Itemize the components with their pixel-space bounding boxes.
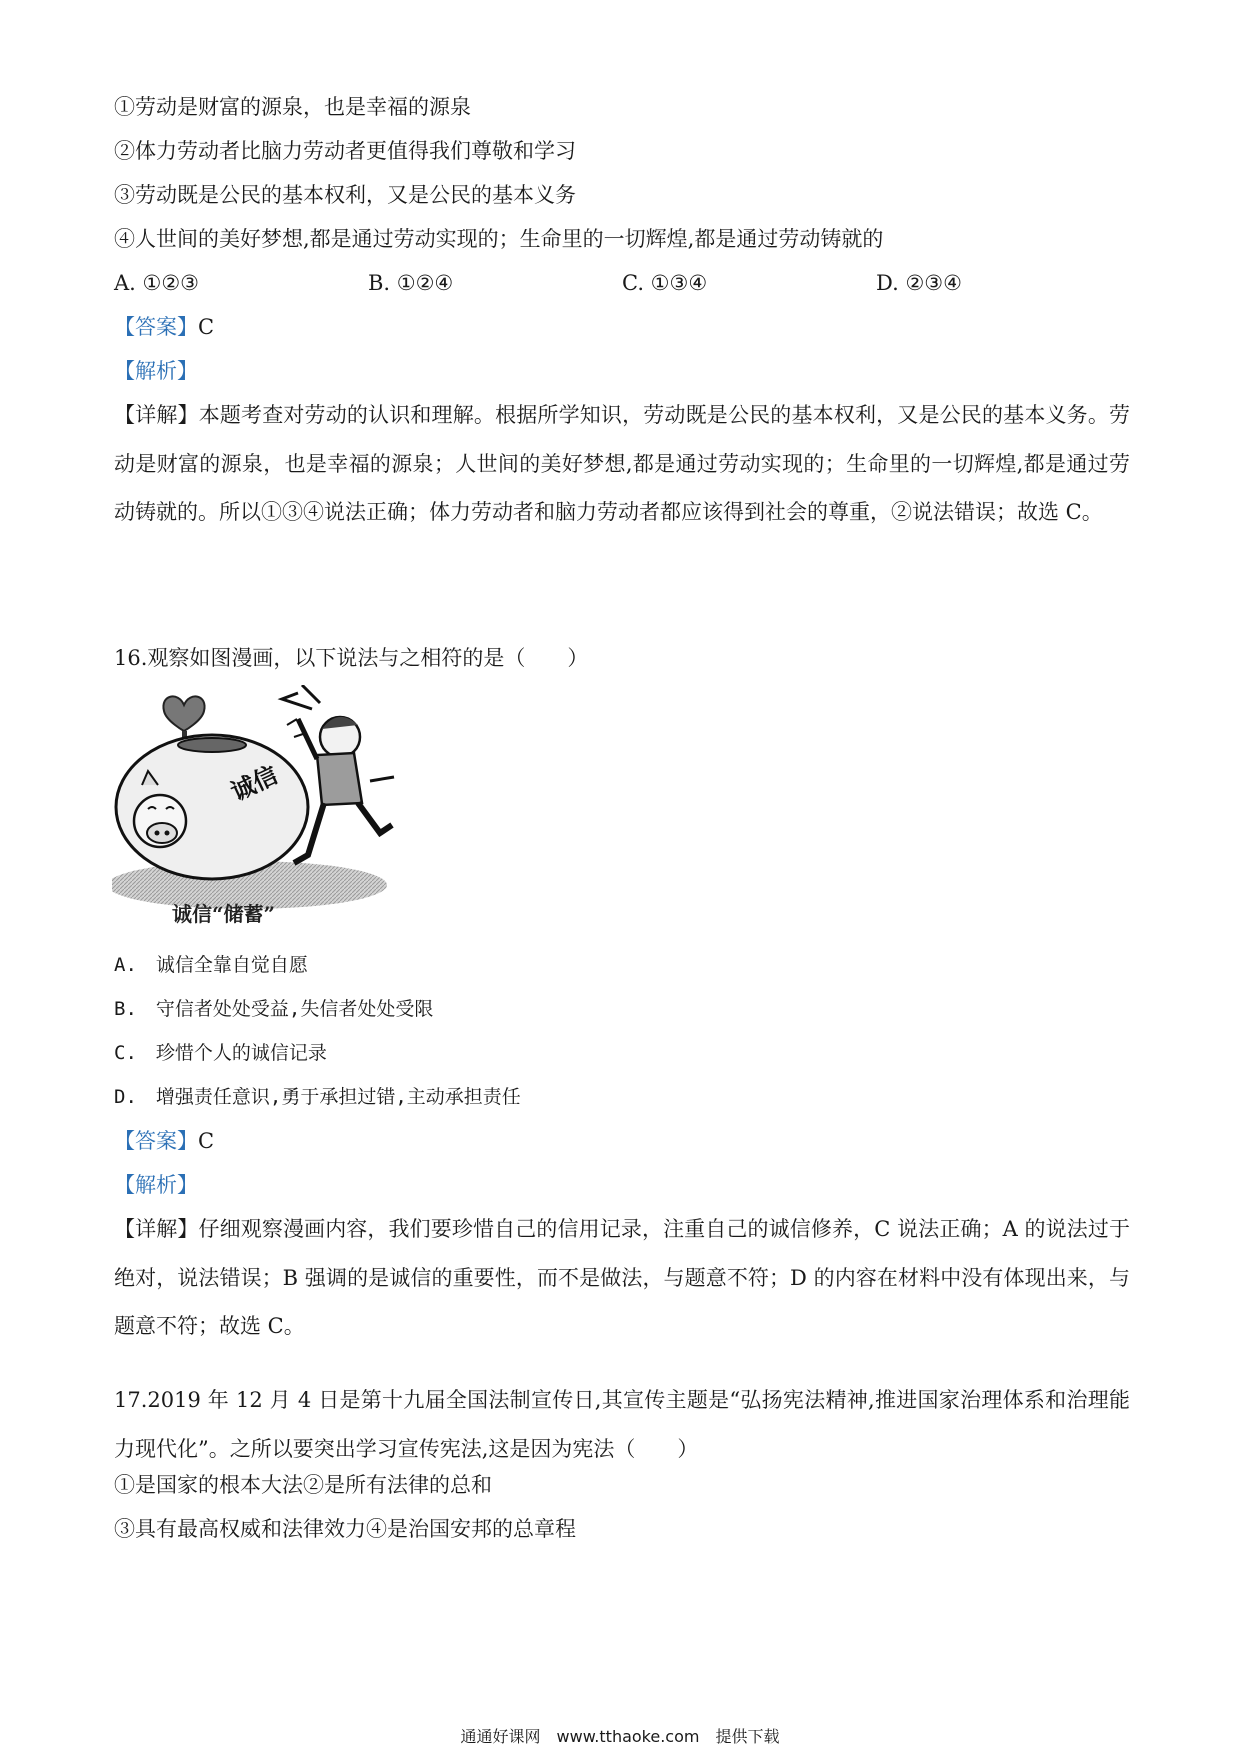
bank-label: 诚信 bbox=[226, 759, 283, 807]
detail-tag: 【详解】 bbox=[114, 1217, 199, 1241]
q15-answer-line bbox=[114, 312, 214, 342]
q15-option-b: B. ①②④ bbox=[368, 271, 454, 295]
q16-option-b: B. 守信者处处受益,失信者处处受限 bbox=[114, 998, 434, 1020]
q15-statement-2: ②体力劳动者比脑力劳动者更值得我们尊敬和学习 bbox=[114, 139, 576, 163]
q16-stem: 16.观察如图漫画，以下说法与之相符的是（ ） bbox=[114, 646, 589, 670]
detail-text: 仔细观察漫画内容，我们要珍惜自己的信用记录，注重自己的诚信修养，C 说法正确；A 的说法过于绝对，说法错误；B 强调的是诚信的重要性，而不是做法，与题意不符；D 的内容在材料中没有体现出来，与题意不符；故选 C。 bbox=[114, 1217, 1131, 1338]
q16-answer-line bbox=[114, 1126, 214, 1156]
detail-text: 本题考查对劳动的认识和理解。根据所学知识，劳动既是公民的基本权利，又是公民的基本义务。劳动是财富的源泉，也是幸福的源泉；人世间的美好梦想,都是通过劳动实现的；生命里的一切辉煌,都是通过劳动铸就的。所以①③④说法正确；体力劳动者和脑力劳动者都应该得到社会的尊重，②说法错误；故选 C。 bbox=[114, 403, 1131, 524]
q17-stem: 17.2019 年 12 月 4 日是第十九届全国法制宣传日,其宣传主题是“弘扬宪法精神,推进国家治理体系和治理能力现代化”。之所以要突出学习宣传宪法,这是因为宪法（ ） bbox=[114, 1388, 1130, 1461]
cartoon-caption: 诚信“储蓄” bbox=[172, 902, 276, 925]
q16-analysis-tag: 【解析】 bbox=[114, 1173, 198, 1197]
page-footer: 通通好课网 www.tthaoke.com 提供下载 bbox=[460, 1727, 780, 1746]
q15-option-d: D. ②③④ bbox=[876, 271, 962, 295]
q17-statement-1: ①是国家的根本大法②是所有法律的总和 bbox=[114, 1473, 492, 1497]
piggy-bank-cartoon bbox=[112, 685, 402, 925]
q15-option-c: C. ①③④ bbox=[622, 271, 708, 295]
q15-statement-4: ④人世间的美好梦想,都是通过劳动实现的；生命里的一切辉煌,都是通过劳动铸就的 bbox=[114, 227, 884, 251]
q15-option-a: A. ①②③ bbox=[114, 271, 199, 295]
detail-tag: 【详解】 bbox=[114, 403, 199, 427]
answer-value: C bbox=[198, 1129, 215, 1153]
q16-detail bbox=[114, 1205, 1130, 1351]
q15-statement-1: ①劳动是财富的源泉，也是幸福的源泉 bbox=[114, 95, 471, 119]
q16-option-d: D. 增强责任意识,勇于承担过错,主动承担责任 bbox=[114, 1086, 521, 1108]
q17-statement-2: ③具有最高权威和法律效力④是治国安邦的总章程 bbox=[114, 1517, 576, 1541]
answer-tag: 【答案】 bbox=[114, 315, 198, 339]
q16-option-c: C. 珍惜个人的诚信记录 bbox=[114, 1042, 327, 1064]
q16-option-a: A. 诚信全靠自觉自愿 bbox=[114, 954, 308, 976]
answer-tag: 【答案】 bbox=[114, 1129, 198, 1153]
answer-value: C bbox=[198, 315, 215, 339]
q15-statement-3: ③劳动既是公民的基本权利，又是公民的基本义务 bbox=[114, 183, 576, 207]
q15-analysis-tag: 【解析】 bbox=[114, 359, 198, 383]
q15-detail bbox=[114, 391, 1130, 537]
